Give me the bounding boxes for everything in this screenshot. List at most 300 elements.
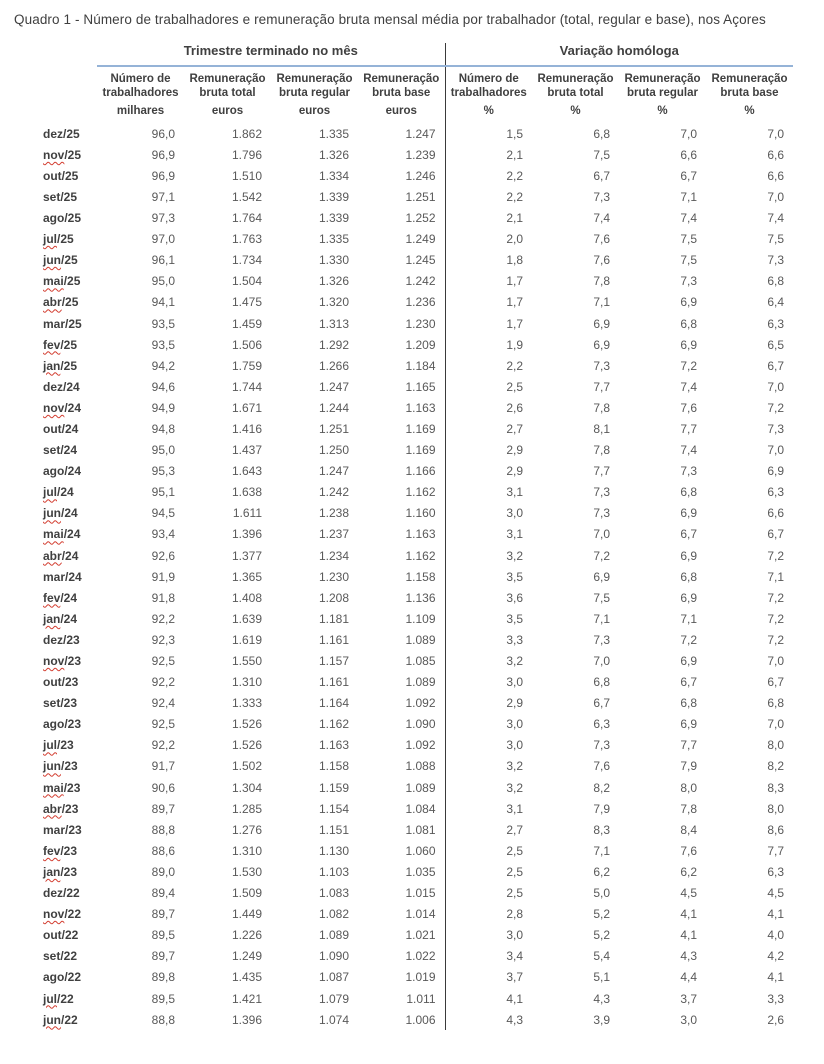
misspelled-month: jul — [43, 738, 57, 753]
cell-value: 1.437 — [231, 443, 262, 458]
cell-value: 3,3 — [767, 991, 784, 1006]
unit-label: milhares — [116, 105, 165, 118]
cell-value: 1.169 — [405, 421, 436, 436]
misspelled-month: jul — [43, 991, 57, 1006]
cell-value: 8,3 — [593, 822, 610, 837]
misspelled-month: jun — [43, 253, 61, 268]
cell-value: 89,0 — [151, 864, 175, 879]
cell-value: 1.083 — [318, 886, 349, 901]
cell-value: 6,7 — [767, 358, 784, 373]
row-label: fev/24 — [43, 590, 78, 605]
table-row — [40, 967, 793, 988]
cell-value: 1.006 — [405, 1012, 436, 1027]
cell-value: 1.169 — [405, 443, 436, 458]
table-row — [40, 650, 793, 671]
table-row — [40, 292, 793, 313]
cell-value: 1.226 — [231, 928, 262, 943]
cell-value: 7,5 — [680, 253, 697, 268]
cell-value: 7,6 — [593, 232, 610, 247]
cell-value: 94,6 — [151, 379, 175, 394]
cell-value: 2,1 — [445, 144, 532, 165]
table-row — [40, 883, 793, 904]
cell-value: 4,3 — [593, 991, 610, 1006]
cell-value: 6,9 — [767, 464, 784, 479]
cell-value: 96,9 — [151, 168, 175, 183]
cell-value: 1.015 — [405, 886, 436, 901]
misspelled-month: mai — [43, 527, 64, 542]
cell-value: 1.242 — [405, 274, 436, 289]
cell-value: 1.504 — [231, 274, 262, 289]
cell-value: 4,3 — [445, 1009, 532, 1030]
misspelled-month: nov — [43, 400, 65, 415]
cell-value: 1.019 — [405, 970, 436, 985]
table-row — [40, 271, 793, 292]
cell-value: 93,5 — [151, 337, 175, 352]
cell-value: 6,2 — [680, 864, 697, 879]
cell-value: 7,6 — [593, 253, 610, 268]
cell-value: 6,9 — [680, 590, 697, 605]
cell-value: 1.136 — [405, 590, 436, 605]
table-row — [40, 313, 793, 334]
cell-value: 93,5 — [151, 316, 175, 331]
column-header: Remuneração bruta base — [363, 73, 440, 99]
cell-value: 3,3 — [445, 629, 532, 650]
cell-value: 5,1 — [593, 970, 610, 985]
cell-value: 7,7 — [680, 421, 697, 436]
cell-value: 7,5 — [593, 147, 610, 162]
column-header: Número de trabalhadores — [445, 66, 532, 100]
cell-value: 1.416 — [231, 421, 262, 436]
column-header: Remuneração bruta regular — [276, 73, 353, 99]
cell-value: 6,6 — [680, 147, 697, 162]
cell-value: 1.339 — [318, 189, 349, 204]
cell-value: 8,6 — [767, 822, 784, 837]
cell-value: 7,2 — [593, 548, 610, 563]
table-row — [40, 418, 793, 439]
cell-value: 4,5 — [767, 886, 784, 901]
cell-value: 1.247 — [318, 464, 349, 479]
cell-value: 1.158 — [318, 759, 349, 774]
cell-value: 2,5 — [445, 861, 532, 882]
cell-value: 7,9 — [680, 759, 697, 774]
cell-value: 94,9 — [151, 400, 175, 415]
cell-value: 1.163 — [405, 527, 436, 542]
unit-label: euros — [385, 105, 417, 118]
cell-value: 1,7 — [445, 292, 532, 313]
unit-label: % — [744, 105, 755, 118]
misspelled-month: jun — [43, 1012, 61, 1027]
cell-value: 3,5 — [445, 608, 532, 629]
cell-value: 1.526 — [231, 738, 262, 753]
row-label: nov/23 — [43, 654, 82, 669]
cell-value: 1.639 — [231, 611, 262, 626]
cell-value: 1.249 — [231, 949, 262, 964]
cell-value: 1.163 — [405, 400, 436, 415]
row-label: dez/23 — [43, 632, 80, 647]
cell-value: 7,7 — [680, 738, 697, 753]
cell-value: 3,0 — [445, 714, 532, 735]
misspelled-month: nov — [43, 654, 65, 669]
table-row — [40, 144, 793, 165]
cell-value: 4,0 — [767, 928, 784, 943]
cell-value: 1.763 — [231, 232, 262, 247]
table-row — [40, 123, 793, 144]
cell-value: 6,8 — [593, 675, 610, 690]
cell-value: 1.245 — [405, 253, 436, 268]
cell-value: 7,7 — [767, 843, 784, 858]
misspelled-month: jan — [43, 358, 61, 373]
cell-value: 6,6 — [767, 168, 784, 183]
cell-value: 7,3 — [680, 464, 697, 479]
misspelled-month: jun — [43, 506, 61, 521]
cell-value: 2,2 — [445, 186, 532, 207]
cell-value: 6,9 — [593, 569, 610, 584]
table-row — [40, 946, 793, 967]
cell-value: 1.242 — [318, 485, 349, 500]
cell-value: 1.151 — [318, 822, 349, 837]
row-label: abr/23 — [43, 801, 79, 816]
cell-value: 7,0 — [767, 443, 784, 458]
cell-value: 1.304 — [231, 780, 262, 795]
cell-value: 1.089 — [405, 780, 436, 795]
cell-value: 1.313 — [318, 316, 349, 331]
cell-value: 1.130 — [318, 843, 349, 858]
table-header — [40, 43, 793, 123]
cell-value: 3,2 — [445, 756, 532, 777]
table-row — [40, 629, 793, 650]
cell-value: 4,1 — [767, 907, 784, 922]
table-row — [40, 503, 793, 524]
cell-value: 1.276 — [231, 822, 262, 837]
cell-value: 7,8 — [593, 274, 610, 289]
cell-value: 1.074 — [318, 1012, 349, 1027]
cell-value: 1.251 — [318, 421, 349, 436]
cell-value: 97,3 — [151, 211, 175, 226]
misspelled-month: fev — [43, 590, 61, 605]
row-label: ago/23 — [43, 717, 82, 732]
cell-value: 1.237 — [318, 527, 349, 542]
cell-value: 94,1 — [151, 295, 175, 310]
cell-value: 1.165 — [405, 379, 436, 394]
row-label: set/24 — [43, 443, 78, 458]
group-header-variacao: Variação homóloga — [445, 43, 793, 66]
column-header: Número de trabalhadores — [102, 73, 179, 99]
cell-value: 7,2 — [680, 358, 697, 373]
cell-value: 7,3 — [767, 421, 784, 436]
cell-value: 7,6 — [680, 400, 697, 415]
cell-value: 1.796 — [231, 147, 262, 162]
table-row — [40, 397, 793, 418]
cell-value: 6,7 — [680, 527, 697, 542]
cell-value: 1.339 — [318, 211, 349, 226]
cell-value: 6,7 — [593, 168, 610, 183]
cell-value: 6,4 — [767, 295, 784, 310]
table-row — [40, 376, 793, 397]
cell-value: 1.160 — [405, 506, 436, 521]
row-label: ago/24 — [43, 464, 82, 479]
cell-value: 88,8 — [151, 822, 175, 837]
cell-value: 6,8 — [767, 696, 784, 711]
cell-value: 1.092 — [405, 696, 436, 711]
cell-value: 92,5 — [151, 717, 175, 732]
column-header: Remuneração bruta regular — [624, 73, 701, 99]
unit-label: % — [657, 105, 668, 118]
units-row — [40, 100, 793, 123]
cell-value: 1.266 — [318, 358, 349, 373]
cell-value: 7,5 — [593, 590, 610, 605]
cell-value: 1.249 — [405, 232, 436, 247]
cell-value: 7,1 — [767, 569, 784, 584]
cell-value: 6,9 — [680, 717, 697, 732]
misspelled-month: jan — [43, 864, 61, 879]
unit-label: % — [570, 105, 581, 118]
cell-value: 91,9 — [151, 569, 175, 584]
cell-value: 1.166 — [405, 464, 436, 479]
cell-value: 1.154 — [318, 801, 349, 816]
cell-value: 6,9 — [680, 337, 697, 352]
cell-value: 1.035 — [405, 864, 436, 879]
cell-value: 1.506 — [231, 337, 262, 352]
table-row — [40, 334, 793, 355]
table-row — [40, 988, 793, 1009]
row-label: jul/22 — [43, 991, 74, 1006]
cell-value: 1.862 — [231, 126, 262, 141]
row-label: nov/22 — [43, 907, 82, 922]
cell-value: 1.208 — [318, 590, 349, 605]
cell-value: 6,3 — [767, 316, 784, 331]
cell-value: 6,7 — [680, 168, 697, 183]
cell-value: 4,4 — [680, 970, 697, 985]
cell-value: 3,1 — [445, 482, 532, 503]
row-label: abr/25 — [43, 295, 79, 310]
cell-value: 1.502 — [231, 759, 262, 774]
cell-value: 7,3 — [680, 274, 697, 289]
cell-value: 6,7 — [767, 675, 784, 690]
cell-value: 1.334 — [318, 168, 349, 183]
cell-value: 92,4 — [151, 696, 175, 711]
cell-value: 1.157 — [318, 654, 349, 669]
cell-value: 1.184 — [405, 358, 436, 373]
cell-value: 7,0 — [680, 126, 697, 141]
cell-value: 1.022 — [405, 949, 436, 964]
row-label: jan/25 — [43, 358, 78, 373]
row-label: mar/25 — [43, 316, 82, 331]
cell-value: 1.089 — [318, 928, 349, 943]
corner-cell — [40, 100, 97, 123]
row-label: ago/22 — [43, 970, 82, 985]
cell-value: 5,4 — [593, 949, 610, 964]
cell-value: 1.162 — [318, 717, 349, 732]
cell-value: 94,2 — [151, 358, 175, 373]
misspelled-month: abr — [43, 295, 62, 310]
cell-value: 1.530 — [231, 864, 262, 879]
cell-value: 89,7 — [151, 801, 175, 816]
cell-value: 6,7 — [680, 675, 697, 690]
group-header-row — [40, 43, 793, 66]
cell-value: 7,3 — [593, 189, 610, 204]
cell-value: 3,2 — [445, 650, 532, 671]
unit-label: euros — [211, 105, 244, 118]
cell-value: 3,2 — [445, 545, 532, 566]
cell-value: 1.449 — [231, 907, 262, 922]
cell-value: 1.164 — [318, 696, 349, 711]
cell-value: 1.181 — [318, 611, 349, 626]
cell-value: 1.335 — [318, 232, 349, 247]
cell-value: 8,1 — [593, 421, 610, 436]
cell-value: 1.744 — [231, 379, 262, 394]
cell-value: 6,8 — [680, 696, 697, 711]
cell-value: 1.550 — [231, 654, 262, 669]
cell-value: 3,1 — [445, 524, 532, 545]
cell-value: 7,1 — [593, 843, 610, 858]
cell-value: 7,3 — [767, 253, 784, 268]
cell-value: 1.365 — [231, 569, 262, 584]
misspelled-month: abr — [43, 801, 62, 816]
table-row — [40, 1009, 793, 1030]
table-row — [40, 587, 793, 608]
cell-value: 89,8 — [151, 970, 175, 985]
cell-value: 97,1 — [151, 189, 175, 204]
cell-value: 5,0 — [593, 886, 610, 901]
cell-value: 1.021 — [405, 928, 436, 943]
cell-value: 1.252 — [405, 211, 436, 226]
cell-value: 7,7 — [593, 379, 610, 394]
table-row — [40, 461, 793, 482]
cell-value: 4,2 — [767, 949, 784, 964]
cell-value: 7,0 — [767, 126, 784, 141]
cell-value: 6,9 — [680, 654, 697, 669]
cell-value: 1.764 — [231, 211, 262, 226]
cell-value: 1.326 — [318, 274, 349, 289]
table-row — [40, 672, 793, 693]
cell-value: 7,3 — [593, 738, 610, 753]
cell-value: 2,1 — [445, 208, 532, 229]
table-row — [40, 840, 793, 861]
cell-value: 1.090 — [405, 717, 436, 732]
cell-value: 7,4 — [593, 211, 610, 226]
cell-value: 95,3 — [151, 464, 175, 479]
table-row — [40, 819, 793, 840]
column-header: Remuneração bruta base — [711, 73, 788, 99]
cell-value: 3,9 — [593, 1012, 610, 1027]
cell-value: 2,2 — [445, 165, 532, 186]
cell-value: 2,9 — [445, 440, 532, 461]
cell-value: 1.310 — [231, 843, 262, 858]
cell-value: 1.161 — [318, 675, 349, 690]
cell-value: 7,0 — [767, 379, 784, 394]
misspelled-month: jun — [43, 759, 61, 774]
cell-value: 1.236 — [405, 295, 436, 310]
cell-value: 7,6 — [593, 759, 610, 774]
cell-value: 91,7 — [151, 759, 175, 774]
cell-value: 97,0 — [151, 232, 175, 247]
group-header-trimestre: Trimestre terminado no mês — [97, 43, 445, 66]
column-header: Remuneração bruta total — [189, 73, 266, 99]
cell-value: 2,5 — [445, 883, 532, 904]
cell-value: 7,4 — [767, 211, 784, 226]
cell-value: 6,9 — [680, 295, 697, 310]
table-row — [40, 714, 793, 735]
cell-value: 6,6 — [767, 147, 784, 162]
row-label: out/25 — [43, 168, 79, 183]
cell-value: 3,5 — [445, 566, 532, 587]
row-label: nov/24 — [43, 400, 82, 415]
cell-value: 2,8 — [445, 904, 532, 925]
cell-value: 1.542 — [231, 189, 262, 204]
table-row — [40, 925, 793, 946]
cell-value: 89,7 — [151, 907, 175, 922]
row-label: set/22 — [43, 949, 78, 964]
table-row — [40, 524, 793, 545]
cell-value: 96,9 — [151, 147, 175, 162]
cell-value: 7,1 — [680, 611, 697, 626]
cell-value: 8,2 — [767, 759, 784, 774]
cell-value: 95,0 — [151, 443, 175, 458]
misspelled-month: fev — [43, 843, 61, 858]
cell-value: 2,7 — [445, 819, 532, 840]
cell-value: 1.079 — [318, 991, 349, 1006]
row-label: dez/25 — [43, 126, 80, 141]
cell-value: 1.082 — [318, 907, 349, 922]
cell-value: 7,3 — [593, 632, 610, 647]
cell-value: 4,3 — [680, 949, 697, 964]
cell-value: 1.087 — [318, 970, 349, 985]
cell-value: 1.109 — [405, 611, 436, 626]
cell-value: 7,8 — [680, 801, 697, 816]
cell-value: 6,9 — [680, 506, 697, 521]
cell-value: 7,5 — [680, 232, 697, 247]
row-label: set/25 — [43, 189, 78, 204]
cell-value: 1.247 — [318, 379, 349, 394]
cell-value: 7,2 — [767, 611, 784, 626]
misspelled-month: jul — [43, 485, 57, 500]
cell-value: 1.292 — [318, 337, 349, 352]
cell-value: 1.162 — [405, 485, 436, 500]
cell-value: 1.377 — [231, 548, 262, 563]
cell-value: 8,0 — [680, 780, 697, 795]
cell-value: 1.333 — [231, 696, 262, 711]
cell-value: 1.250 — [318, 443, 349, 458]
cell-value: 1,7 — [445, 271, 532, 292]
misspelled-month: mai — [43, 274, 64, 289]
corner-cell — [40, 66, 97, 100]
cell-value: 7,4 — [680, 443, 697, 458]
cell-value: 92,6 — [151, 548, 175, 563]
cell-value: 1.408 — [231, 590, 262, 605]
row-label: mai/23 — [43, 780, 81, 795]
misspelled-month: fev — [43, 337, 61, 352]
cell-value: 3,0 — [680, 1012, 697, 1027]
table-row — [40, 440, 793, 461]
cell-value: 92,2 — [151, 675, 175, 690]
row-label: jun/24 — [43, 506, 78, 521]
cell-value: 1.435 — [231, 970, 262, 985]
cell-value: 8,4 — [680, 822, 697, 837]
cell-value: 7,2 — [767, 400, 784, 415]
table-row — [40, 735, 793, 756]
cell-value: 1.159 — [318, 780, 349, 795]
cell-value: 7,0 — [593, 654, 610, 669]
cell-value: 89,5 — [151, 928, 175, 943]
column-header: Remuneração bruta total — [537, 73, 614, 99]
cell-value: 1.085 — [405, 654, 436, 669]
cell-value: 89,4 — [151, 886, 175, 901]
table-row — [40, 250, 793, 271]
cell-value: 90,6 — [151, 780, 175, 795]
cell-value: 92,3 — [151, 632, 175, 647]
misspelled-month: nov — [43, 147, 65, 162]
table-row — [40, 777, 793, 798]
